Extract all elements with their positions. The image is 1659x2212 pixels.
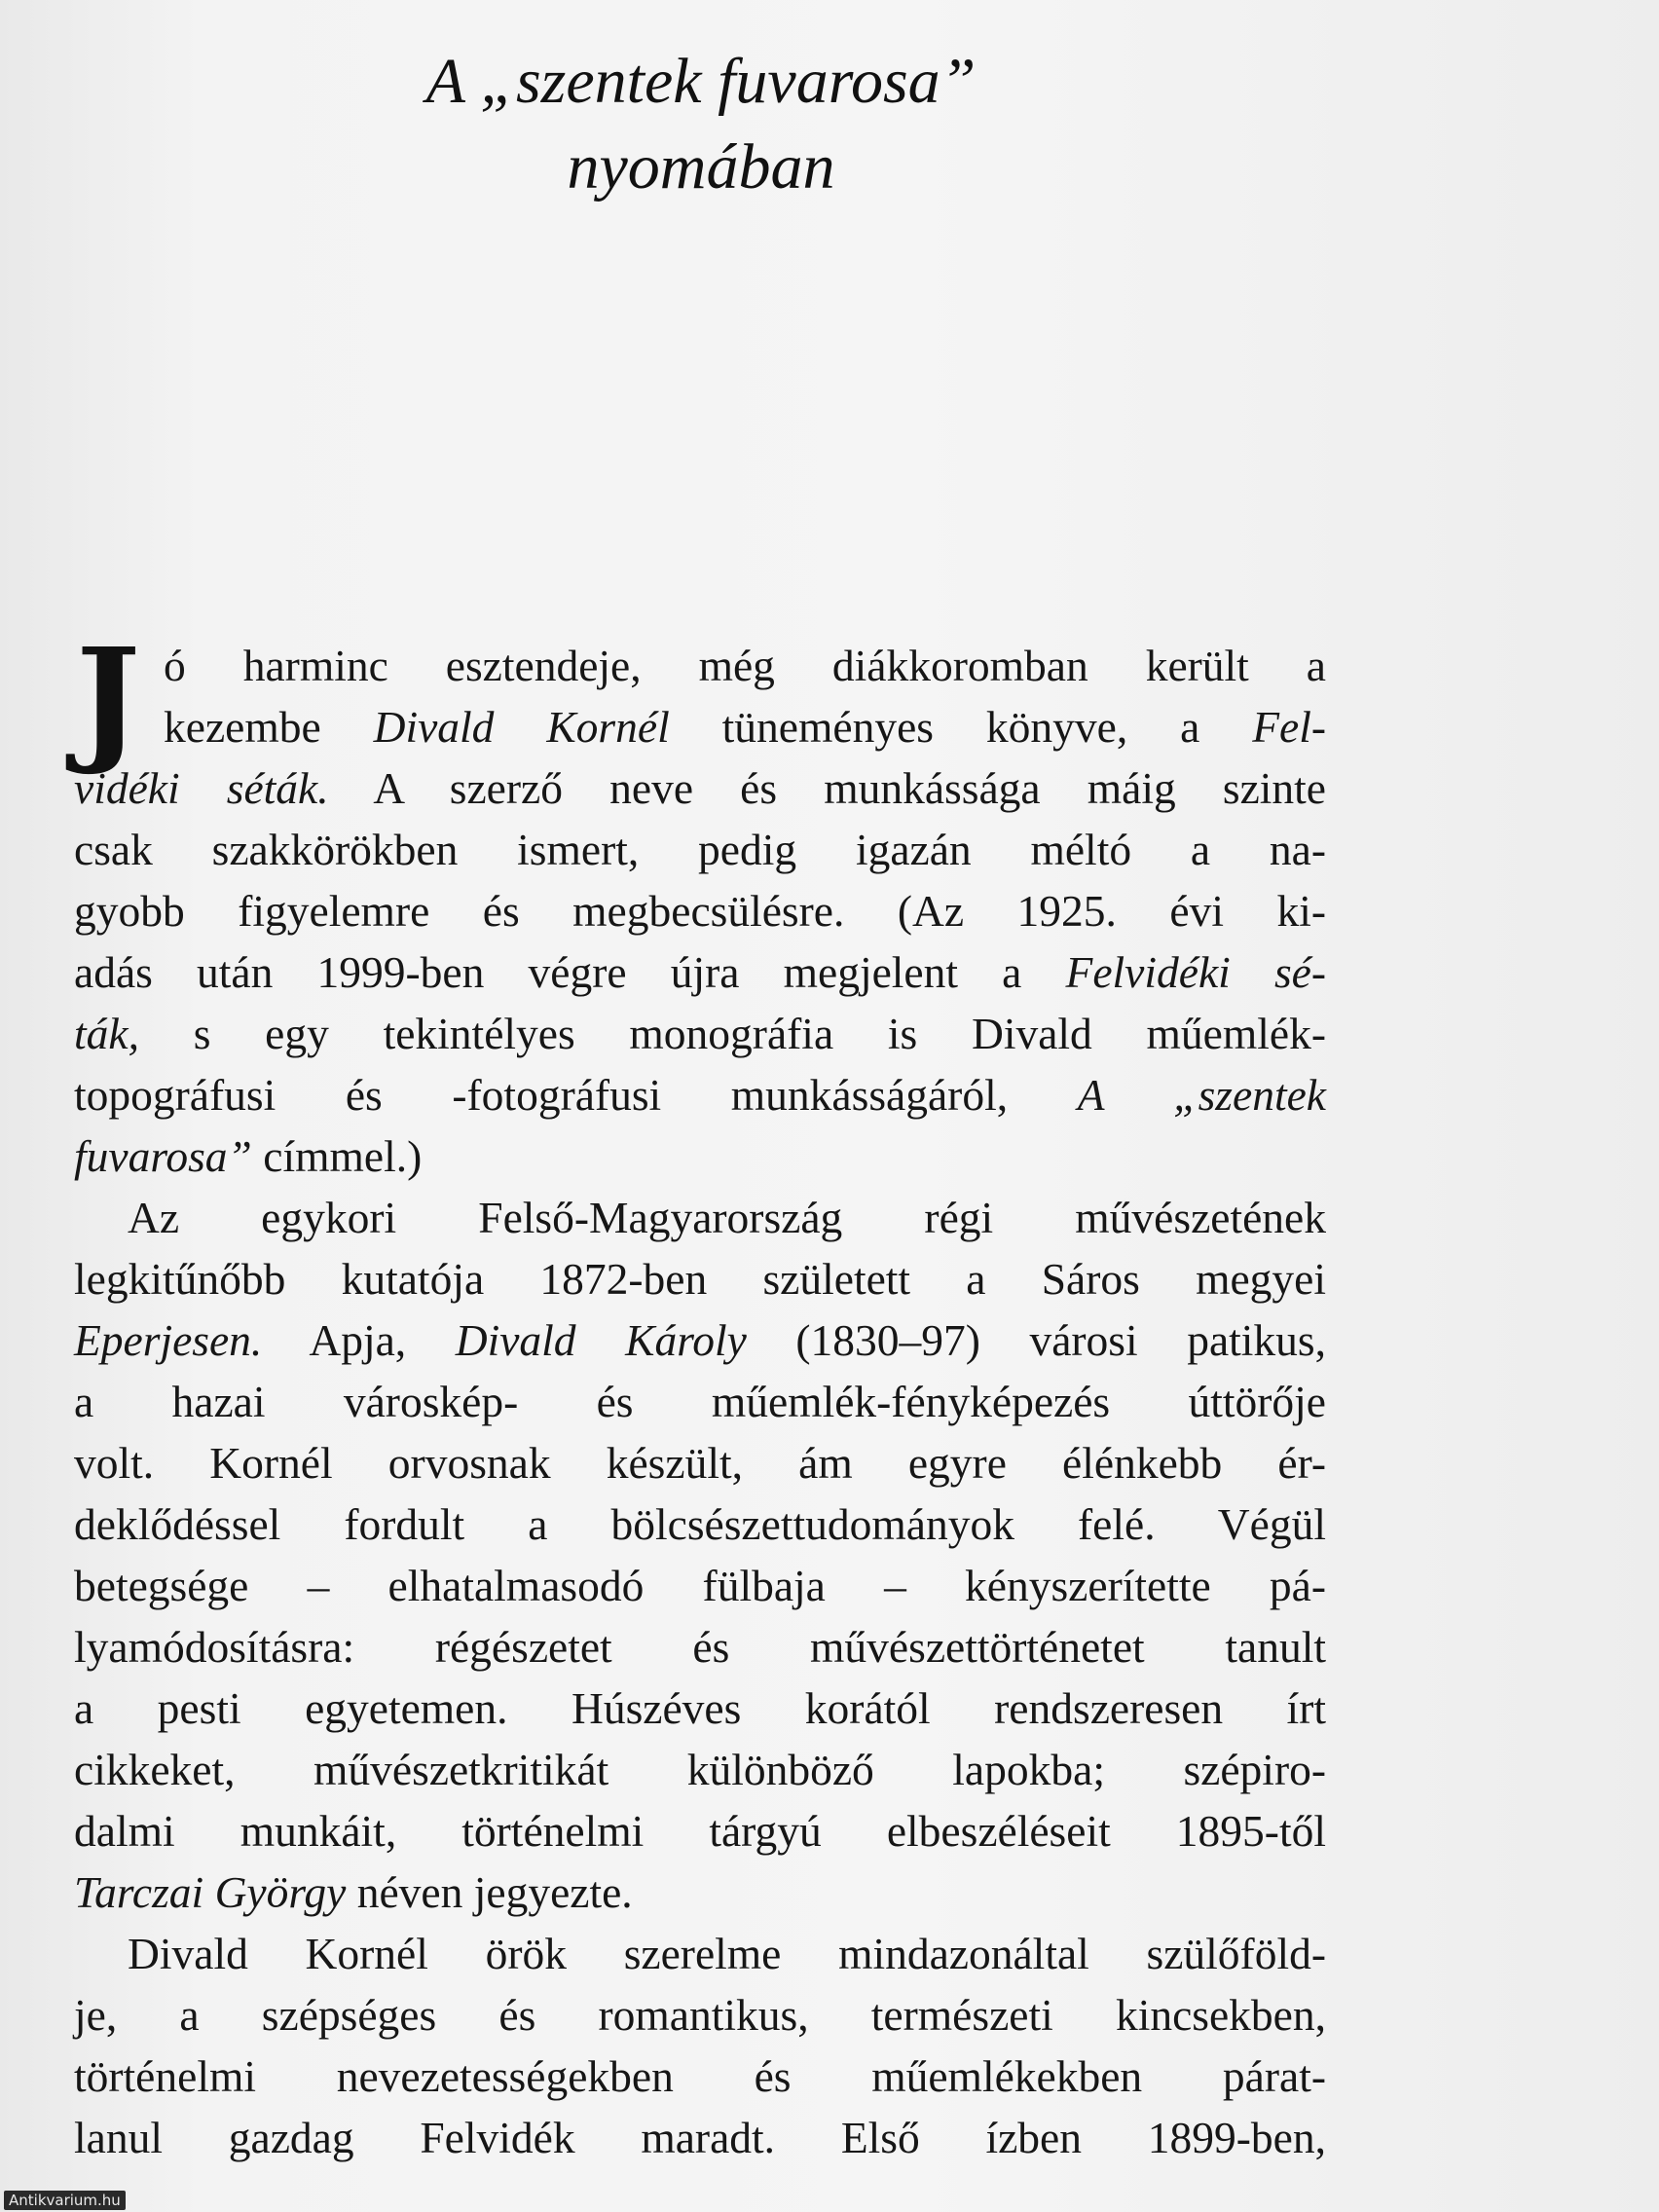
italic-text: Eperjesen. — [74, 1315, 263, 1365]
text-line — [74, 1862, 1326, 1923]
text-run: (1830–97) városi patikus, — [746, 1315, 1327, 1365]
text-run: a hazai városkép- és műemlék-fényképezés úttörője — [74, 1377, 1326, 1426]
text-line — [74, 1432, 1326, 1493]
text-line — [74, 2046, 1326, 2107]
text-run: betegsége – elhatalmasodó fülbaja – kényszerítette pá- — [74, 1561, 1326, 1610]
text-line — [74, 1677, 1326, 1739]
text-line — [74, 941, 1326, 1003]
text-line — [74, 1371, 1326, 1432]
chapter-title-line-2: nyomában — [567, 131, 835, 203]
text-run: csak szakkörökben ismert, pedig igazán méltó a na- — [74, 825, 1326, 874]
body-text — [74, 619, 1327, 2168]
text-line — [74, 1984, 1326, 2046]
text-run: kezembe — [164, 702, 374, 752]
text-run: lyamódosításra: régészetet és művészettörténetet tanult — [74, 1622, 1326, 1672]
text-run: Az egykori Felső-Magyarország régi művészetének — [128, 1193, 1326, 1242]
text-line — [74, 1800, 1326, 1862]
text-line — [74, 880, 1326, 941]
text-run: Divald Kornél örök szerelme mindazonáltal szülőföld- — [128, 1929, 1326, 1978]
italic-text: Fel- — [1252, 702, 1327, 752]
chapter-title-line-1: A „szentek fuvarosa” — [425, 46, 977, 117]
text-line — [74, 1187, 1326, 1248]
text-run: je, a szépséges és romantikus, természeti kincsekben, — [74, 1990, 1326, 2040]
italic-text: Tarczai György — [74, 1867, 347, 1917]
text-run: címmel.) — [251, 1131, 423, 1181]
text-run: deklődéssel fordult a bölcsészettudományok felé. Végül — [74, 1499, 1326, 1549]
text-line — [74, 819, 1326, 880]
text-line — [74, 1616, 1326, 1677]
text-run: dalmi munkáit, történelmi tárgyú elbeszéléseit 1895-től — [74, 1806, 1326, 1856]
text-line — [74, 1739, 1326, 1800]
text-line — [74, 1493, 1326, 1555]
text-line — [74, 1309, 1326, 1371]
italic-text: Divald Károly — [455, 1315, 747, 1365]
text-run: cikkeket, művészetkritikát különböző lapokba; szépiro- — [74, 1745, 1326, 1794]
text-run: történelmi nevezetességekben és műemlékekben párat- — [74, 2051, 1326, 2101]
text-line — [74, 635, 1326, 696]
text-run: A szerző neve és munkássága máig szinte — [328, 763, 1327, 813]
text-run: topográfusi és -fotográfusi munkásságáról, — [74, 1070, 1078, 1120]
text-run: Apja, — [262, 1315, 456, 1365]
text-line — [74, 1923, 1326, 1984]
text-run: ó harminc esztendeje, még diákkoromban került a — [164, 641, 1326, 690]
text-run: lanul gazdag Felvidék maradt. Első ízben 1899-ben, — [74, 2113, 1326, 2162]
text-line — [74, 696, 1326, 757]
text-run: legkitűnőbb kutatója 1872-ben született a Sáros megyei — [74, 1254, 1326, 1304]
italic-text: fuvarosa” — [74, 1131, 252, 1181]
text-run: s egy tekintélyes monográfia is Divald műemlék- — [138, 1009, 1326, 1058]
text-run: volt. Kornél orvosnak készült, ám egyre élénkebb ér- — [74, 1438, 1326, 1488]
text-line — [74, 1064, 1326, 1125]
text-run: néven jegyezte. — [346, 1867, 633, 1917]
text-line — [74, 1003, 1326, 1064]
watermark-stamp: Antikvarium.hu — [4, 2191, 126, 2210]
italic-text: ták, — [74, 1009, 139, 1058]
italic-text: Felvidéki sé- — [1065, 947, 1326, 997]
drop-cap: J — [76, 619, 141, 779]
text-line — [74, 757, 1326, 819]
text-line — [74, 1125, 1326, 1187]
text-run: gyobb figyelemre és megbecsülésre. (Az 1925. évi ki- — [74, 886, 1326, 936]
text-line — [74, 2107, 1326, 2168]
text-line — [74, 1248, 1326, 1309]
text-line — [74, 1555, 1326, 1616]
italic-text: vidéki séták. — [74, 763, 329, 813]
italic-text: A „szentek — [1077, 1070, 1326, 1120]
text-run: adás után 1999-ben végre újra megjelent a — [74, 947, 1066, 997]
text-run: a pesti egyetemen. Húszéves korától rendszeresen írt — [74, 1683, 1326, 1733]
italic-text: Divald Kornél — [373, 702, 670, 752]
text-run: tüneményes könyve, a — [669, 702, 1253, 752]
